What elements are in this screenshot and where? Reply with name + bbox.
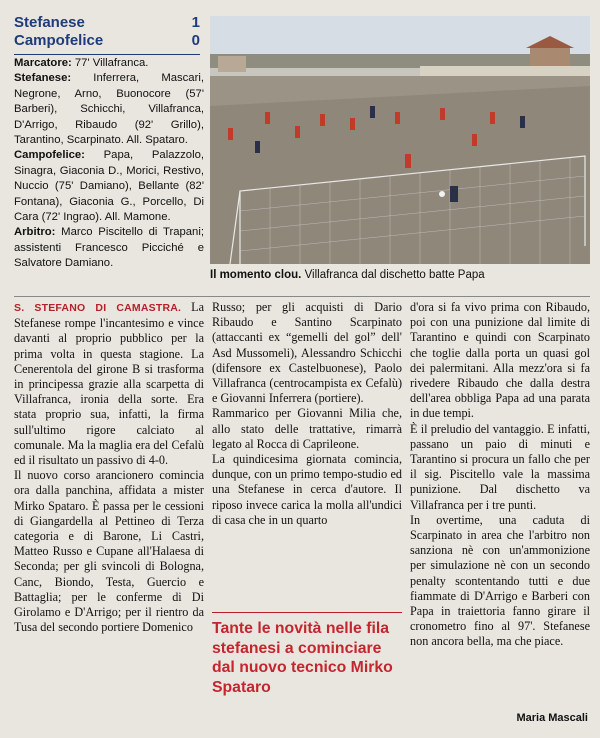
home-lineup-text: Inferrera, Mascari, Negrone, Arno, Buonocore (57' Barberi), Schicchi, Villafranca, D'Arrigo, Ribaudo (92' Grillo), Tarantino, Scarpinato. All. Spataro. [14, 72, 204, 147]
article-paragraph: Russo; per gli acquisti di Dario Ribaudo e Santino Scarpinato (attaccanti ex “gemelli del gol” dell' Asd Mussomeli), Alessandro Schicchi (difensore ex Castelbuonese), Paolo Villafranca (centrocampista ex Cefalù) e Giovanni Inferrera (portiere). [212, 300, 402, 406]
byline: Maria Mascali [516, 712, 588, 724]
article-paragraph: Il nuovo corso arancionero comincia ora dalla panchina, affidata a mister Mirko Spataro. È passa per le cessioni di Giangardella al Pettineo di Terza categoria e di Barone, Li Castri, Matteo Russo e Cupane all'Halaesa di Seconda; per gli svincoli di Bologna, Canc, Biondo, Testa, Guercio e Battaglia; per le conferme di Di Girolamo e D'Arrigo; per il rientro da Tusa del secondo portiere Domenico [14, 468, 204, 635]
score-row-home [14, 14, 200, 32]
scorer-line [14, 56, 204, 71]
away-team: Campofelice [14, 32, 104, 49]
away-lineup [14, 148, 204, 225]
article-paragraph: La quindicesima giornata comincia, dunque, con un primo tempo-studio ed una Stefanese in cerca d'autore. Il riposo invece carica la molla all'undici di casa che in un quarto [212, 452, 402, 527]
home-score: 1 [191, 14, 200, 31]
match-report-box [14, 56, 204, 272]
caption-text: Villafranca dal dischetto batte Papa [301, 269, 485, 281]
article-paragraph: Rammarico per Giovanni Milia che, allo stato delle trattative, rimarrà legato al Rocca di Caprileone. [212, 406, 402, 451]
pull-quote: Tante le novità nelle fila stefanesi a cominciare dal nuovo tecnico Mirko Spataro [212, 612, 402, 697]
match-photo-illustration [210, 16, 590, 264]
dateline: S. STEFANO DI CAMASTRA. [14, 302, 182, 314]
away-score: 0 [191, 32, 200, 49]
score-divider [14, 54, 200, 55]
article-paragraph: d'ora si fa vivo prima con Ribaudo, poi con una punizione dal limite di Tarantino e quindi con Scarpinato che toglie dalla porta un quasi gol dei palermitani. Alla mezz'ora si fa rivedere Ribaudo che dalla destra dell'area obbliga Papa ad una parata in due tempi. [410, 300, 590, 421]
home-team: Stefanese [14, 14, 85, 31]
home-lineup [14, 71, 204, 148]
home-lineup-label: Stefanese: [14, 72, 72, 85]
paragraph-text: La Stefanese rompe l'incantesimo e vince davanti al proprio pubblico per la prima volta in questa stagione. La Cenerentola del girone B si trasforma in principessa grazie alla scarpetta di Villafranca, ironia della sorte. Era stata proprio sua, infatti, la firma sull'ultimo rigore calciato al comunale. Ma la maglia era del Cefalù ed il risultato un passivo di 4-0. [14, 300, 204, 468]
caption-bold: Il momento clou. [210, 269, 302, 281]
scorer-text: 77' Villafranca. [71, 57, 149, 69]
article-paragraph: In overtime, una caduta di Scarpinato in area che l'arbitro non sanziona nè con un'ammonizione per simulazione nè con un secondo penalty scontentando tutti e due fiammate di D'Arrigo e Barberi con Papa in traiettoria fanno girare il cronometro fino al 97'. Stefanese non ancora bella, ma che piace. [410, 512, 590, 649]
referee-text: Marco Piscitello di Trapani; assistenti Francesco Picciché e Salvatore Damiano. [14, 226, 204, 270]
scorer-label: Marcatore: [14, 57, 72, 69]
article-column-1 [14, 300, 204, 635]
article-column-2 [212, 300, 402, 528]
away-lineup-label: Campofelice: [14, 149, 85, 162]
article-column-3 [410, 300, 590, 650]
referee-line [14, 225, 204, 271]
section-divider [14, 296, 590, 297]
scoreboard [14, 14, 200, 59]
football-match-photo [210, 16, 590, 264]
article-paragraph: È il preludio del vantaggio. E infatti, passano un paio di minuti e Tarantino si procura un fallo che per il sig. Piscitello vale la massima punizione. Dal dischetto va Villafranca per i tre punti. [410, 421, 590, 512]
score-row-away [14, 32, 200, 50]
photo-caption [210, 268, 590, 283]
referee-label: Arbitro: [14, 226, 56, 239]
away-lineup-text: Papa, Palazzolo, Sinagra, Giaconia D., Morici, Restivo, Nuccio (75' Damiano), Bellante (82' Fontana), Giaconia G., Porcello, Di Cara (72' Ingrao). All. Mamone. [14, 149, 204, 224]
article-paragraph [14, 300, 204, 468]
